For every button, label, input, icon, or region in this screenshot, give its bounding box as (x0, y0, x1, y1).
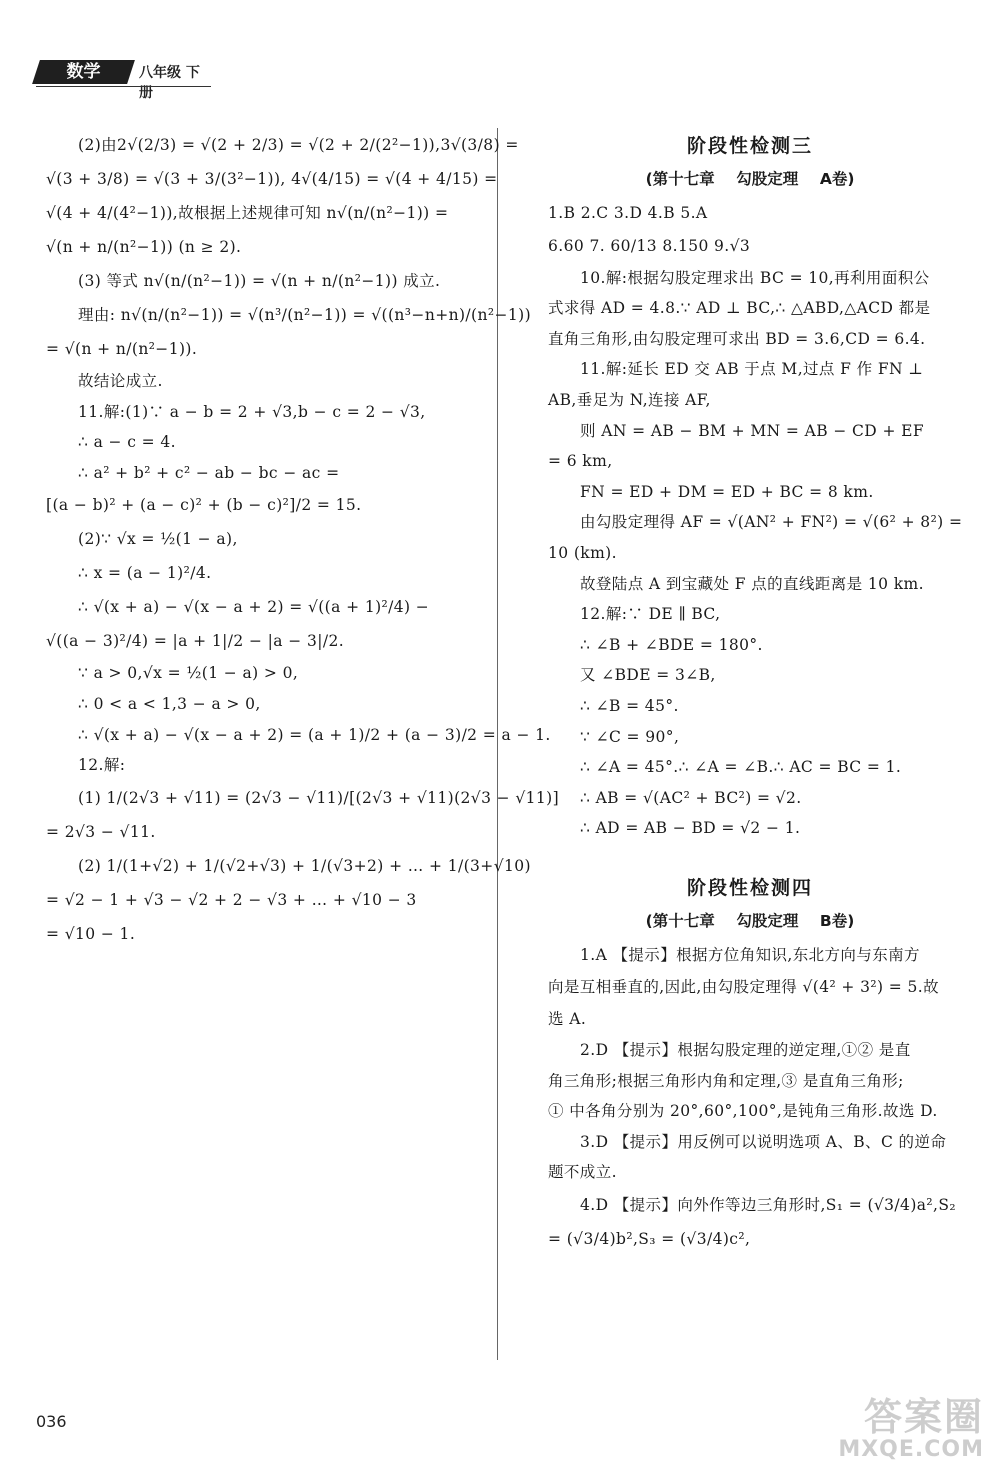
section-title: 阶段性检测三 (686, 135, 813, 157)
text-line: 向是互相垂直的,因此,由勾股定理得 √(4² + 3²) = 5.故 (548, 978, 939, 997)
text-line: 10.解:根据勾股定理求出 BC = 10,再利用面积公 (580, 268, 930, 287)
text-line: √((a − 3)²/4) = |a + 1|/2 − |a − 3|/2. (46, 632, 345, 651)
text-line: ∴ AB = √(AC² + BC²) = √2. (580, 788, 802, 807)
text-line: 由勾股定理得 AF = √(AN² + FN²) = √(6² + 8²) = (580, 513, 963, 532)
text-line: ∵ a > 0,√x = ½(1 − a) > 0, (78, 664, 299, 683)
text-line: ∴ √(x + a) − √(x − a + 2) = √((a + 1)²/4) − (78, 598, 430, 617)
text-line: = √2 − 1 + √3 − √2 + 2 − √3 + … + √10 − 3 (46, 890, 417, 909)
text-line: √(4 + 4/(4²−1)),故根据上述规律可知 n√(n/(n²−1)) = (46, 204, 449, 222)
text-line: 选 A. (548, 1010, 587, 1029)
text-line: 12.解:∵ DE ∥ BC, (580, 605, 721, 624)
text-line: ① 中各角分别为 20°,60°,100°,是钝角三角形.故选 D. (548, 1102, 938, 1121)
page-header (36, 60, 211, 101)
right-column (548, 128, 963, 1256)
text-line: 10 (km). (548, 543, 617, 562)
text-line: (2)由2√(2/3) = √(2 + 2/3) = √(2 + 2/(2²−1)),3√(3/8) = (78, 136, 519, 154)
text-line: √(3 + 3/8) = √(3 + 3/(3²−1)), 4√(4/15) = √(4 + 4/15) = (46, 170, 498, 188)
watermark-logo (838, 1396, 984, 1462)
text-line: = 6 km, (548, 452, 613, 471)
text-line: = (√3/4)b²,S₃ = (√3/4)c², (548, 1230, 751, 1249)
text-line: 理由: n√(n/(n²−1)) = √(n³/(n²−1)) = √((n³−n+n)/(n²−1)) (78, 306, 532, 324)
watermark-cn: 答案圈 (863, 1395, 984, 1439)
text-line: 故登陆点 A 到宝藏处 F 点的直线距离是 10 km. (580, 574, 924, 593)
text-line: ∴ 0 < a < 1,3 − a > 0, (78, 694, 261, 713)
text-line: 则 AN = AB − BM + MN = AB − CD + EF (580, 421, 925, 440)
text-line: 故结论成立. (78, 372, 163, 390)
section-title: 阶段性检测四 (686, 876, 813, 899)
text-line: = √(n + n/(n²−1)). (46, 340, 198, 358)
text-line: ∴ a² + b² + c² − ab − bc − ac = (78, 463, 340, 482)
text-line: ∴ AD = AB − BD = √2 − 1. (580, 819, 801, 838)
grade-label: 八年级 下册 (139, 65, 200, 101)
text-line: ∵ ∠C = 90°, (580, 727, 680, 746)
text-line: ∴ x = (a − 1)²/4. (78, 564, 212, 583)
text-line: = 2√3 − √11. (46, 822, 156, 841)
subject-label: 数学 (66, 62, 101, 82)
text-line: 题不成立. (548, 1163, 617, 1182)
subject-tag (32, 60, 135, 84)
text-line: ∴ a − c = 4. (78, 433, 176, 452)
section-subtitle: (第十七章 勾股定理 B卷) (645, 911, 855, 930)
text-line: 直角三角形,由勾股定理可求出 BD = 3.6,CD = 6.4. (548, 329, 926, 348)
text-line: = √10 − 1. (46, 924, 136, 943)
text-line: (2)∵ √x = ½(1 − a), (78, 530, 238, 549)
text-line: AB,垂足为 N,连接 AF, (548, 390, 711, 409)
text-line: 11.解:延长 ED 交 AB 于点 M,过点 F 作 FN ⊥ (580, 360, 924, 379)
section-subtitle: (第十七章 勾股定理 A卷) (645, 170, 855, 188)
text-line: (2) 1/(1+√2) + 1/(√2+√3) + 1/(√3+2) + … + 1/(3+√10) (78, 856, 531, 875)
page-number: 036 (36, 1412, 67, 1431)
text-line: 1.B 2.C 3.D 4.B 5.A (548, 204, 708, 222)
text-line: √(n + n/(n²−1)) (n ≥ 2). (46, 238, 242, 256)
header-rule (36, 86, 211, 87)
section-gap (548, 844, 952, 870)
text-line: ∴ √(x + a) − √(x − a + 2) = (a + 1)/2 + (a − 3)/2 = a − 1. (78, 725, 551, 744)
text-line: 1.A 【提示】根据方位角知识,东北方向与东南方 (580, 945, 920, 964)
text-line: 11.解:(1)∵ a − b = 2 + √3,b − c = 2 − √3, (78, 402, 426, 421)
text-line: ∴ ∠A = 45°.∴ ∠A = ∠B.∴ AC = BC = 1. (580, 758, 902, 777)
text-line: ∴ ∠B = 45°. (580, 696, 679, 715)
text-line: 式求得 AD = 4.8.∵ AD ⊥ BC,∴ △ABD,△ACD 都是 (548, 299, 931, 318)
text-line: 又 ∠BDE = 3∠B, (580, 666, 716, 685)
text-line: 3.D 【提示】用反例可以说明选项 A、B、C 的逆命 (580, 1132, 947, 1151)
text-line: 12.解: (78, 756, 126, 775)
text-line: [(a − b)² + (a − c)² + (b − c)²]/2 = 15. (46, 496, 362, 515)
watermark-en: MXQE.COM (838, 1437, 984, 1462)
text-line: 角三角形;根据三角形内角和定理,③ 是直角三角形; (548, 1071, 904, 1090)
text-line: 2.D 【提示】根据勾股定理的逆定理,①② 是直 (580, 1041, 911, 1060)
text-line: FN = ED + DM = ED + BC = 8 km. (580, 482, 874, 501)
text-line: 6.60 7. 60/13 8.150 9.√3 (548, 236, 751, 255)
text-line: (3) 等式 n√(n/(n²−1)) = √(n + n/(n²−1)) 成立. (78, 272, 441, 290)
text-line: 4.D 【提示】向外作等边三角形时,S₁ = (√3/4)a²,S₂ (580, 1196, 956, 1215)
text-line: ∴ ∠B + ∠BDE = 180°. (580, 635, 763, 654)
text-line: (1) 1/(2√3 + √11) = (2√3 − √11)/[(2√3 + √11)(2√3 − √11)] (78, 788, 560, 807)
left-column (46, 128, 560, 951)
